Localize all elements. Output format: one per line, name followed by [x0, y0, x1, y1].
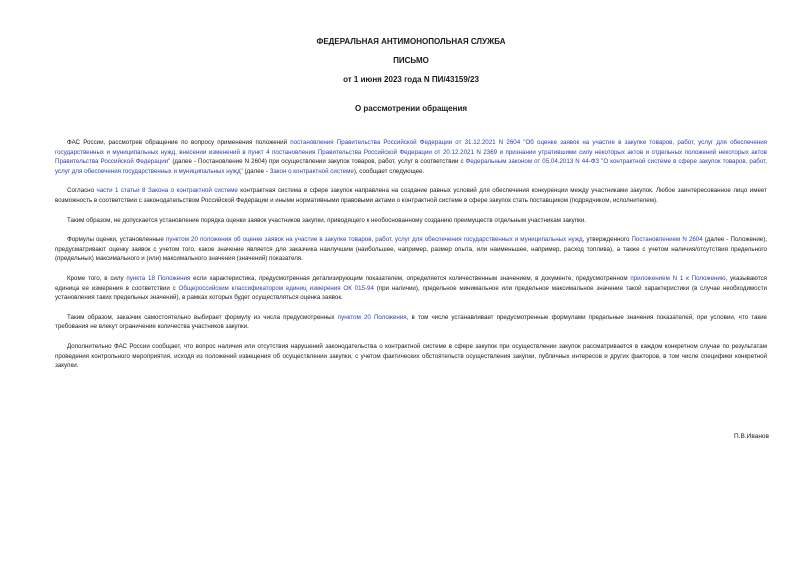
- legal-reference-link[interactable]: постановления Правительства Российской Федерации от 31.12.2021 N 2604 "Об оценке заявок на участие в закупке товаров, работ, услуг для обеспечения государственных и муниципальных нужд, внесении изменений в пункт 4 постановления Правительства Российской Федерации от 20.12.2021 N 2369 и признании утратившими силу некоторых актов и отдельных положений некоторых актов Правительства Российской Федерации": [55, 139, 767, 166]
- paragraph-6: [55, 313, 767, 332]
- paragraph-text: (при наличии), предельное минимальное или предельное максимальное значение такой характеристики (в случае необходимости установления таких предельных значений), в рамках которых будет осуществляться оценка заявок.: [55, 284, 767, 302]
- paragraph-text: Таким образом, не допускается установление порядка оценки заявок участников закупки, приводящего к необоснованному созданию преимуществ отдельным участникам закупки.: [67, 216, 586, 224]
- paragraph-text: , указываются единица ее измерения в соответствии с: [55, 274, 768, 292]
- paragraph-text: если характеристика, предусмотренная детализирующим показателем, определяется количественным значением, в документе, предусмотренном: [190, 274, 631, 282]
- legal-reference-link[interactable]: Закон о контрактной системе: [269, 167, 354, 175]
- paragraph-text: Дополнительно ФАС России сообщает, что вопрос наличия или отсутствия нарушений законодательства о контрактной системе в сфере закупок при осуществлении закупок рассматривается в каждом конкретном случае по результатам проведения контрольного мероприятия, исходя из положений извещения об осуществлении закупки, с учетом фактических обстоятельств осуществления закупки, публичных интересов и других факторов, в том числе специфики конкретной закупки.: [55, 342, 767, 370]
- paragraph-7: [55, 342, 767, 371]
- paragraph-text: , в том числе устанавливает предусмотренные формулами предельные значения показателей, при условии, что такие требования не влекут ограничение количества участников закупки.: [55, 313, 767, 331]
- doc-number: от 1 июня 2023 года N ПИ/43159/23: [343, 75, 479, 84]
- paragraph-text: Формулы оценки, установленные: [67, 236, 166, 244]
- legal-reference-link[interactable]: Общероссийским классификатором единиц измерения ОК 015-94: [178, 284, 374, 292]
- paragraph-5: [55, 274, 767, 303]
- paragraph-text: Согласно: [67, 187, 97, 195]
- paragraph-text: Кроме того, в силу: [67, 274, 127, 282]
- paragraph-1: [55, 138, 767, 176]
- paragraph-text: Таким образом, заказчик самостоятельно выбирает формулу из числа предусмотренных: [67, 313, 338, 321]
- agency-title: ФЕДЕРАЛЬНАЯ АНТИМОНОПОЛЬНАЯ СЛУЖБА: [316, 37, 506, 46]
- paragraph-text: (далее - Положение), предусматривают оценку заявок с учетом того, какое значение является для заказчика наилучшим (наибольшее, например, размер опыта, или наименьшее, например, расход топлива), а также с учетом наличия/отсутствия предельного (предельных) максимального и (или) максимального значения (значений) показателя.: [55, 236, 768, 263]
- legal-reference-link[interactable]: пунктом 20 Положения: [337, 313, 407, 321]
- legal-reference-link[interactable]: Постановлением N 2604: [631, 236, 703, 244]
- paragraph-4: [55, 235, 767, 264]
- paragraph-text: , утвержденного: [582, 236, 632, 244]
- legal-reference-link[interactable]: пункта 18 Положения: [126, 274, 191, 282]
- letter-body: [55, 138, 767, 371]
- paragraph-3: [55, 216, 767, 226]
- paragraph-text: ), сообщает следующее.: [353, 167, 425, 175]
- paragraph-text: ФАС России, рассмотрев обращение по вопросу применения положений: [67, 139, 291, 146]
- paragraph-2: [55, 186, 767, 205]
- legal-reference-link[interactable]: приложением N 1 к Положению: [630, 274, 726, 282]
- signature: П.В.Иванов: [734, 433, 769, 440]
- legal-reference-link[interactable]: части 1 статьи 8 Закона о контрактной системе: [96, 187, 238, 195]
- legal-reference-link[interactable]: пунктом 20 положения об оценке заявок на участие в закупке товаров, работ, услуг для обеспечения государственных и муниципальных нужд: [165, 236, 583, 244]
- paragraph-text: контрактная система в сфере закупок направлена на создание равных условий для обеспечения конкуренции между участниками закупок. Любое заинтересованное лицо имеет возможность в соответствии с законодательством Российской Федерации и иными нормативными правовыми актами о контрактной системе в сфере закупок стать поставщиком (подрядчиком, исполнителем).: [55, 187, 767, 204]
- paragraph-text: (далее - Постановление N 2604) при осуществлении закупок товаров, работ, услуг в соответствии с: [170, 158, 466, 166]
- paragraph-text: (далее -: [242, 167, 270, 175]
- doc-subject: О рассмотрении обращения: [354, 104, 468, 113]
- legal-reference-link[interactable]: Федеральным законом от 05.04.2013 N 44-ФЗ "О контрактной системе в сфере закупок товаров, работ, услуг для обеспечения государственных и муниципальных нужд": [55, 158, 767, 175]
- doc-type: ПИСЬМО: [393, 56, 429, 65]
